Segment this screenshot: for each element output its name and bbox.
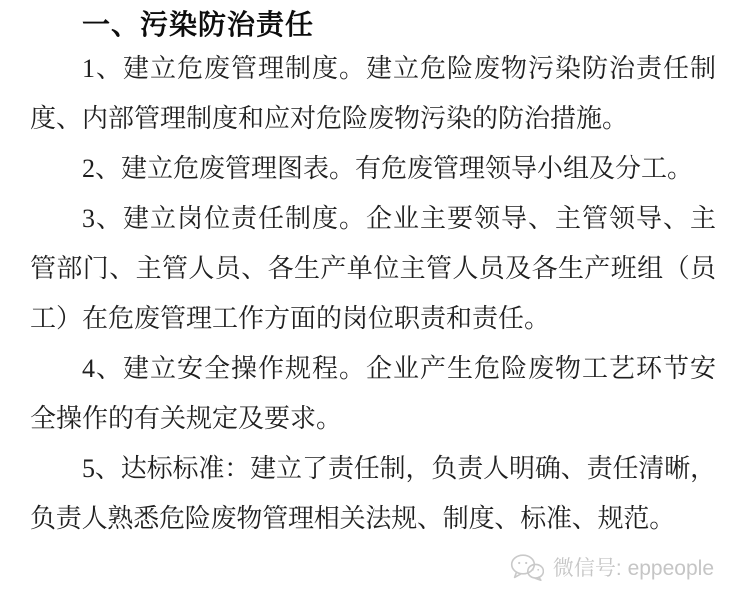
paragraph-1: 1、建立危废管理制度。建立危险废物污染防治责任制度、内部管理制度和应对危险废物污染的防治措施。 [30,54,716,133]
wechat-icon [510,553,544,581]
paragraph-4: 4、建立安全操作规程。企业产生危险废物工艺环节安全操作的有关规定及要求。 [30,354,716,433]
section-heading: 一、污染防治责任 [82,9,315,40]
watermark-label: 微信号: eppeople [552,557,714,580]
paragraph-3: 3、建立岗位责任制度。企业主要领导、主管领导、主管部门、主管人员、各生产单位主管人员及各生产班组（员工）在危废管理工作方面的岗位职责和责任。 [30,204,716,333]
watermark [30,552,716,582]
paragraph-5: 5、达标标准：建立了责任制，负责人明确、责任清晰，负责人熟悉危险废物管理相关法规、制度、标准、规范。 [30,454,716,533]
paragraph-2: 2、建立危废管理图表。有危废管理领导小组及分工。 [82,154,694,183]
